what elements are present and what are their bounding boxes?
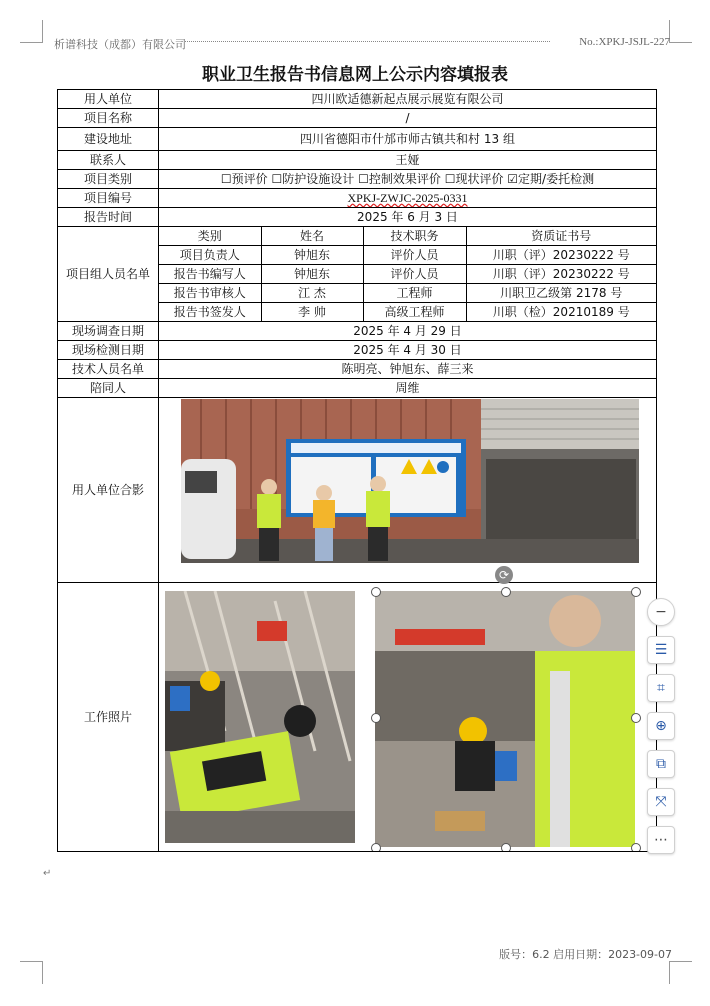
value-accompany: 周维 (159, 379, 657, 398)
team-table (159, 227, 656, 321)
value-technicians: 陈明亮、钟旭东、薛三来 (159, 360, 657, 379)
category-option[interactable]: ☐现状评价 (444, 172, 504, 186)
row-test-date (58, 341, 657, 360)
label-survey-date: 现场调查日期 (58, 322, 159, 341)
team-title: 评价人员 (363, 246, 466, 265)
label-contact: 联系人 (58, 151, 159, 170)
label-address: 建设地址 (58, 128, 159, 151)
header-doc-number: No.:XPKJ-JSJL-227 (579, 36, 670, 48)
crop-icon[interactable]: ⌗ (647, 674, 675, 702)
replace-image-icon[interactable]: ⧉ (647, 750, 675, 778)
value-category (159, 170, 657, 189)
value-project-no: XPKJ-ZWJC-2025-0331 (159, 189, 657, 208)
team-cell (159, 227, 657, 322)
value-report-date: 2025 年 6 月 3 日 (159, 208, 657, 227)
team-header: 资质证书号 (466, 227, 656, 246)
team-row (159, 246, 656, 265)
row-group-photo (58, 398, 657, 583)
row-contact (58, 151, 657, 170)
category-option[interactable]: ☐预评价 (220, 172, 268, 186)
group-photo[interactable] (181, 399, 639, 563)
resize-handle[interactable] (501, 587, 511, 597)
resize-handle[interactable] (631, 713, 641, 723)
value-project-name: / (159, 109, 657, 128)
resize-handle[interactable] (631, 587, 641, 597)
label-technicians: 技术人员名单 (58, 360, 159, 379)
category-option[interactable]: ☐防护设施设计 (271, 172, 355, 186)
work-photo-2[interactable] (375, 591, 635, 847)
page-corner-mark (669, 20, 692, 43)
team-role: 报告书审核人 (159, 284, 261, 303)
team-header: 技术职务 (363, 227, 466, 246)
row-survey-date (58, 322, 657, 341)
page-corner-mark (20, 20, 43, 43)
resize-handle[interactable] (371, 713, 381, 723)
paragraph-mark-icon: ↵ (43, 868, 52, 879)
team-row (159, 284, 656, 303)
rotate-icon[interactable]: ⟳ (495, 566, 513, 584)
work-photo-1-image (165, 591, 355, 843)
page-title: 职业卫生报告书信息网上公示内容填报表 (202, 65, 508, 85)
layout-options-icon[interactable]: ☰ (647, 636, 675, 664)
team-header: 类别 (159, 227, 261, 246)
category-option-checked[interactable]: ☑定期/委托检测 (507, 172, 595, 186)
row-category (58, 170, 657, 189)
team-name: 钟旭东 (261, 246, 363, 265)
team-name: 江 杰 (261, 284, 363, 303)
row-accompany (58, 379, 657, 398)
label-group-photo: 用人单位合影 (58, 398, 159, 583)
team-header: 姓名 (261, 227, 363, 246)
value-survey-date: 2025 年 4 月 29 日 (159, 322, 657, 341)
work-photo-1[interactable] (165, 591, 355, 843)
team-name: 钟旭东 (261, 265, 363, 284)
category-option[interactable]: ☐控制效果评价 (358, 172, 441, 186)
team-role: 报告书编写人 (159, 265, 261, 284)
value-contact: 王娅 (159, 151, 657, 170)
page-corner-mark (20, 961, 43, 984)
label-employer: 用人单位 (58, 90, 159, 109)
label-test-date: 现场检测日期 (58, 341, 159, 360)
row-employer (58, 90, 657, 109)
team-row (159, 303, 656, 322)
collapse-icon[interactable]: − (647, 598, 675, 626)
row-work-photos (58, 583, 657, 852)
label-work-photos: 工作照片 (58, 583, 159, 852)
label-accompany: 陪同人 (58, 379, 159, 398)
group-photo-cell (159, 398, 657, 583)
team-row (159, 265, 656, 284)
footer-version: 版号：6.2 启用日期：2023-09-07 (499, 948, 672, 961)
label-category: 项目类别 (58, 170, 159, 189)
label-project-no: 项目编号 (58, 189, 159, 208)
team-title: 评价人员 (363, 265, 466, 284)
header-dotted-line (185, 41, 550, 42)
info-form-table (57, 89, 657, 852)
page-corner-mark (669, 961, 692, 984)
team-cert: 川职卫乙级第 2178 号 (466, 284, 656, 303)
label-report-date: 报告时间 (58, 208, 159, 227)
team-title: 工程师 (363, 284, 466, 303)
value-address: 四川省德阳市什邡市师古镇共和村 13 组 (159, 128, 657, 151)
resize-handle[interactable] (371, 587, 381, 597)
label-team: 项目组人员名单 (58, 227, 159, 322)
zoom-in-icon[interactable]: ⊕ (647, 712, 675, 740)
resize-handle[interactable] (501, 843, 511, 852)
resize-handle[interactable] (371, 843, 381, 852)
team-cert: 川职（评）20230222 号 (466, 246, 656, 265)
value-test-date: 2025 年 4 月 30 日 (159, 341, 657, 360)
work-photos-cell (159, 583, 657, 852)
work-photo-2-image (375, 591, 635, 847)
group-photo-image (181, 399, 639, 563)
fit-icon[interactable]: ⤧ (647, 788, 675, 816)
header-company: 析谱科技（成都）有限公司 (54, 38, 186, 51)
row-project-no (58, 189, 657, 208)
row-address (58, 128, 657, 151)
value-employer: 四川欧适德新起点展示展览有限公司 (159, 90, 657, 109)
team-cert: 川职（评）20230222 号 (466, 265, 656, 284)
team-role: 报告书签发人 (159, 303, 261, 322)
more-options-icon[interactable]: ⋯ (647, 826, 675, 854)
row-report-date (58, 208, 657, 227)
team-header-row (159, 227, 656, 246)
team-cert: 川职（检）20210189 号 (466, 303, 656, 322)
resize-handle[interactable] (631, 843, 641, 852)
image-tools-sidebar (645, 598, 675, 864)
team-name: 李 帅 (261, 303, 363, 322)
team-role: 项目负责人 (159, 246, 261, 265)
row-project-name (58, 109, 657, 128)
row-team (58, 227, 657, 322)
row-technicians (58, 360, 657, 379)
label-project-name: 项目名称 (58, 109, 159, 128)
team-title: 高级工程师 (363, 303, 466, 322)
